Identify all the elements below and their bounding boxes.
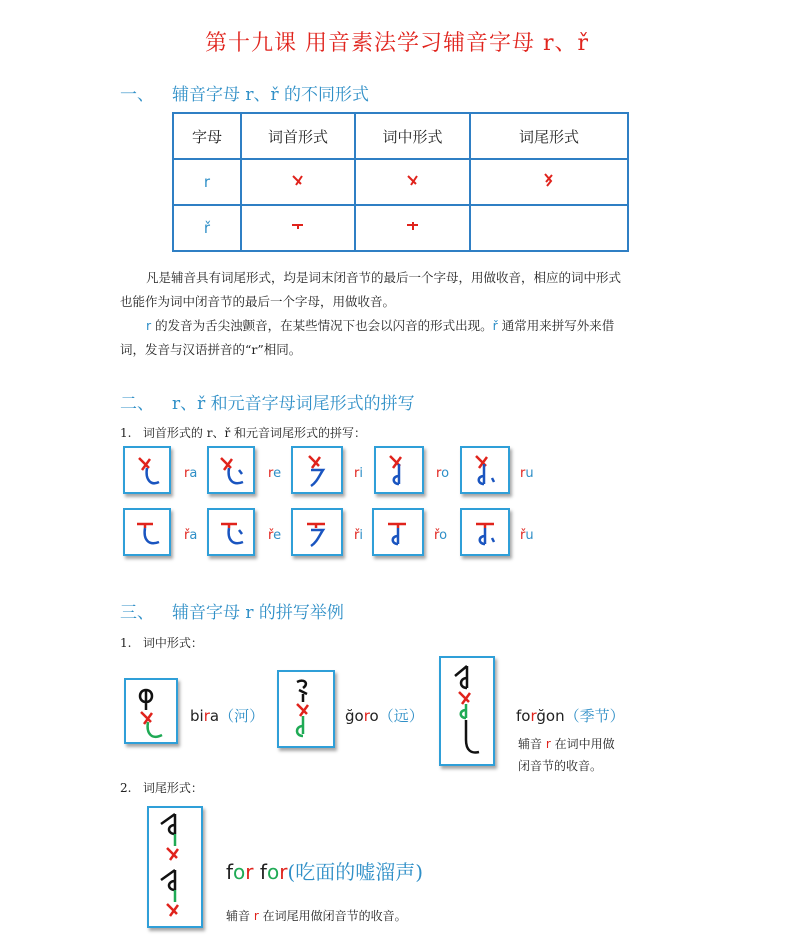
syllable-label: ru xyxy=(520,466,534,481)
syllable-card-rre xyxy=(207,508,255,556)
section-2-heading xyxy=(120,389,415,414)
paragraph-1-line-2: 也能作为词中闭音节的最后一个字母，用做收音。 xyxy=(120,294,396,309)
medial-form-glyph xyxy=(355,205,470,251)
word-card-goro xyxy=(277,670,335,748)
syllable-label: řu xyxy=(520,528,534,543)
mongolian-glyph-ro xyxy=(376,448,422,492)
syllable-label: ri xyxy=(354,466,363,481)
syllable-label: re xyxy=(268,466,282,481)
syllable-card-ra xyxy=(123,446,171,494)
syllable-card-ri xyxy=(291,446,343,494)
mongolian-glyph-re xyxy=(209,448,253,492)
table-header-row xyxy=(173,113,628,159)
syllable-card-rro xyxy=(372,508,424,556)
syllable-label: ře xyxy=(268,528,282,543)
paragraph-2-text: 通常用来拼写外来借 xyxy=(497,318,615,333)
syllable-label: ři xyxy=(354,528,363,543)
final-form-empty xyxy=(470,205,628,251)
paragraph-1 xyxy=(120,266,680,362)
table-letter-cell: r xyxy=(173,159,241,205)
section-3-number: 三、 xyxy=(120,603,154,623)
mongolian-glyph-rre xyxy=(209,510,253,554)
syllable-card-re xyxy=(207,446,255,494)
mongolian-glyph-rra xyxy=(125,510,169,554)
section-1-title: 辅音字母 r、ř 的不同形式 xyxy=(172,85,370,105)
mongolian-word-bira xyxy=(126,680,176,742)
medial-form-glyph xyxy=(355,159,470,205)
syllable-card-rri xyxy=(291,508,343,556)
section-3-item-1: 1. 词中形式： xyxy=(120,636,203,650)
page-title: 第十九课 用音素法学习辅音字母 r、ř xyxy=(204,31,590,56)
mongolian-glyph-ru xyxy=(462,448,508,492)
syllable-label: ro xyxy=(436,466,450,481)
mongolian-glyph-ri xyxy=(293,448,341,492)
paragraph-2-text: 的发音为舌尖浊颤音，在某些情况下也会以闪音的形式出现。 xyxy=(151,318,493,333)
example-forgon: forğon（季节） xyxy=(516,707,625,725)
mongolian-word-forfor xyxy=(149,808,201,926)
note-final: 辅音 r 在词尾用做闭音节的收音。 xyxy=(226,909,407,923)
word-card-forgon xyxy=(439,656,495,766)
word-card-forfor xyxy=(147,806,203,928)
initial-form-glyph xyxy=(241,205,355,251)
mongolian-glyph-ra xyxy=(125,448,169,492)
mongolian-glyph-rru xyxy=(462,510,508,554)
initial-form-glyph xyxy=(241,159,355,205)
syllable-card-ru xyxy=(460,446,510,494)
section-3-title: 辅音字母 r 的拼写举例 xyxy=(172,603,344,623)
syllable-card-ro xyxy=(374,446,424,494)
note-medial: 辅音 r 在词中用做 闭音节的收音。 xyxy=(518,737,615,773)
mongolian-word-forgon xyxy=(441,658,493,764)
table-header: 字母 xyxy=(173,113,241,159)
section-2-number: 二、 xyxy=(120,394,154,414)
table-header: 词中形式 xyxy=(355,113,470,159)
syllable-card-rru xyxy=(460,508,510,556)
example-forfor: for for(吃面的嘘溜声) xyxy=(226,860,424,884)
table-row xyxy=(173,159,628,205)
paragraph-2-line-2: 词，发音与汉语拼音的“r”相同。 xyxy=(120,342,302,357)
mongolian-glyph-rro xyxy=(374,510,422,554)
example-goro: ğoro（远） xyxy=(345,707,424,725)
section-3-heading xyxy=(120,598,344,623)
letter-rr: ř xyxy=(492,318,498,333)
letter-forms-table xyxy=(172,112,629,252)
syllable-label: řo xyxy=(434,528,448,543)
paragraph-1-line-1: 凡是辅音具有词尾形式，均是词末闭音节的最后一个字母，用做收音，相应的词中形式 xyxy=(146,270,622,285)
paragraph-2-line-1 xyxy=(120,314,680,338)
table-header: 词首形式 xyxy=(241,113,355,159)
mongolian-word-goro xyxy=(279,672,333,746)
mongolian-glyph-rri xyxy=(293,510,341,554)
table-letter-cell: ř xyxy=(173,205,241,251)
word-card-bira xyxy=(124,678,178,744)
table-header: 词尾形式 xyxy=(470,113,628,159)
syllable-label: ra xyxy=(184,466,198,481)
table-row xyxy=(173,205,628,251)
section-2-item-1: 1. 词首形式的 r、ř 和元音词尾形式的拼写： xyxy=(120,426,366,440)
example-bira: bira（河） xyxy=(190,707,265,725)
syllable-label: řa xyxy=(184,528,198,543)
section-3-item-2: 2. 词尾形式： xyxy=(120,781,203,795)
final-form-glyph xyxy=(470,159,628,205)
section-1-heading xyxy=(120,80,369,105)
section-1-number: 一、 xyxy=(120,85,154,105)
letter-r: r xyxy=(146,318,152,333)
syllable-card-rra xyxy=(123,508,171,556)
section-2-title: r、ř 和元音字母词尾形式的拼写 xyxy=(172,394,415,414)
